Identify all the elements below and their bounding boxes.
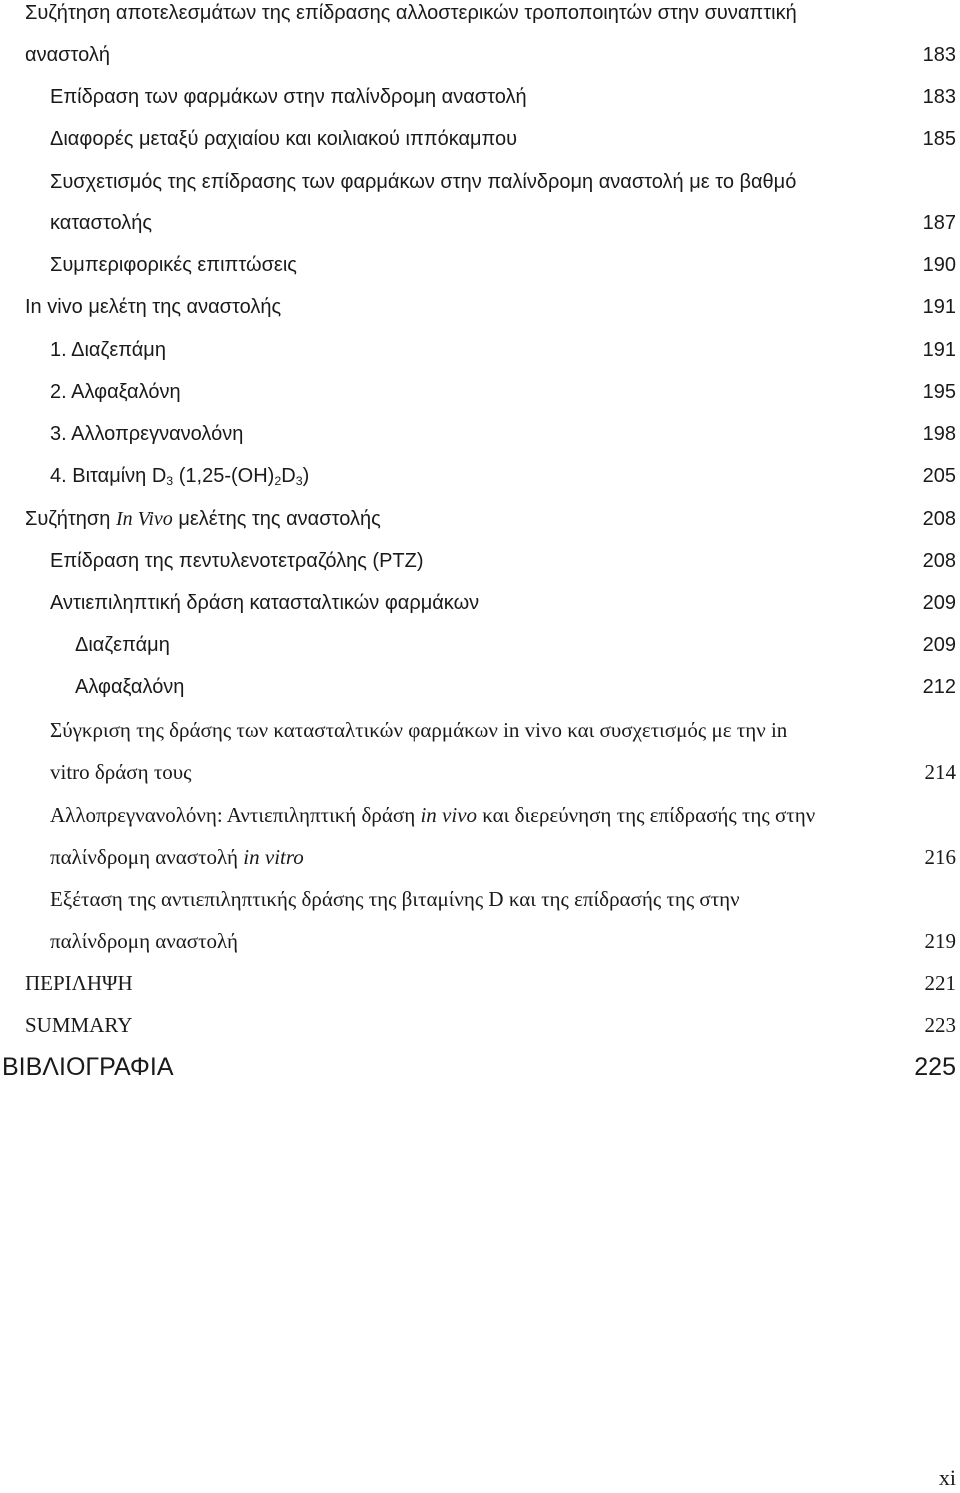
toc-entry-title: Αλλοπρεγνανολόνη: Αντιεπιληπτική δράση in vivo και διερεύνηση της επίδρασής της στην <box>50 803 816 827</box>
toc-entry-title-continued: vitro δράση τους <box>50 760 192 784</box>
toc-entry-title: Συμπεριφορικές επιπτώσεις <box>50 254 297 276</box>
toc-page-number: 198 <box>922 423 956 445</box>
toc-page-number: 209 <box>922 592 956 614</box>
toc-entry-title: Συζήτηση αποτελεσμάτων της επίδρασης αλλοστερικών τροποποιητών στην συναπτική <box>25 2 797 24</box>
toc-entry-title: Επίδραση της πεντυλενοτετραζόλης (PTZ) <box>50 550 424 572</box>
toc-entry-title: Αντιεπιληπτική δράση κατασταλτικών φαρμάκων <box>50 592 480 614</box>
toc-page-number: 185 <box>922 128 956 150</box>
toc-entry-title-continued: αναστολή <box>25 44 110 66</box>
toc-entry-leader-line <box>75 634 956 657</box>
toc-entry-leader-line <box>50 423 956 446</box>
toc-entry-leader-line <box>25 1013 956 1038</box>
toc-entry-title-continued: καταστολής <box>50 212 152 234</box>
toc-entry-title: Αλφαξαλόνη <box>75 676 185 698</box>
toc-page-number: 205 <box>922 465 956 487</box>
toc-page-number: 187 <box>922 212 956 234</box>
toc-entry-leader-line <box>50 929 956 954</box>
toc-page-number: 223 <box>924 1013 956 1037</box>
toc-entry-leader-line <box>50 381 956 404</box>
toc-entry-leader-line <box>50 212 956 235</box>
toc-entry-title: Εξέταση της αντιεπιληπτικής δράσης της βιταμίνης D και της επίδρασής της στην <box>50 887 740 911</box>
toc-page-number: 183 <box>922 44 956 66</box>
toc-page-number: 208 <box>922 550 956 572</box>
toc-entry-leader-line <box>50 845 956 870</box>
toc-entry-leader-line <box>25 508 956 531</box>
toc-entry-title: SUMMARY <box>25 1013 133 1037</box>
toc-page-number: 183 <box>922 86 956 108</box>
toc-entry-leader-line <box>75 676 956 699</box>
toc-entry-title: 3. Αλλοπρεγνανολόνη <box>50 423 244 445</box>
toc-page-number: 212 <box>922 676 956 698</box>
toc-entry-title: 2. Αλφαξαλόνη <box>50 381 181 403</box>
toc-page-number: 191 <box>922 296 956 318</box>
toc-entry-leader-line <box>50 254 956 277</box>
toc-entry-title: ΒΙΒΛΙΟΓΡΑΦΙΑ <box>2 1053 174 1081</box>
toc-entry-leader-line <box>50 339 956 362</box>
page-number: xi <box>938 1465 956 1490</box>
toc-entry-leader-line <box>25 296 956 319</box>
toc-entry-title: 1. Διαζεπάμη <box>50 339 166 361</box>
toc-entry-leader-line <box>50 760 956 785</box>
toc-page-number: 195 <box>922 381 956 403</box>
toc-entry-title: Διαζεπάμη <box>75 634 170 656</box>
toc-page-number: 191 <box>922 339 956 361</box>
toc-page-number: 214 <box>924 760 956 784</box>
toc-entry-title: 4. Βιταμίνη $D_3$ $(1,25-(OH)_2D_3)$ <box>50 465 310 489</box>
toc-entry-leader-line <box>50 592 956 615</box>
toc-entry-text-line <box>50 718 912 743</box>
toc-entry-text-line <box>50 171 956 194</box>
toc-page-number: 208 <box>922 508 956 530</box>
toc-entry-text-line <box>50 803 946 828</box>
toc-entry-title-continued: παλίνδρομη αναστολή <box>50 929 239 953</box>
toc-entry-title-continued: παλίνδρομη αναστολή in vitro <box>50 845 304 869</box>
toc-entry-leader-line <box>50 465 956 488</box>
toc-entry-leader-line <box>50 128 956 151</box>
toc-page-number: 219 <box>924 929 956 953</box>
toc-entry-title: Διαφορές μεταξύ ραχιαίου και κοιλιακού ιππόκαμπου <box>50 128 518 150</box>
toc-entry-title: Σύγκριση της δράσης των κατασταλτικών φαρμάκων in vivo και συσχετισμός με την in <box>50 718 788 742</box>
toc-entry-text-line <box>25 2 948 25</box>
toc-entry-text-line <box>50 887 860 912</box>
toc-entry-leader-line <box>25 971 956 996</box>
toc-page-number: 225 <box>914 1053 956 1081</box>
toc-entry-title: In vivo μελέτη της αναστολής <box>25 296 282 318</box>
toc-entry-title: Συσχετισμός της επίδρασης των φαρμάκων στην παλίνδρομη αναστολή με το βαθμό <box>50 171 797 193</box>
toc-page-number: 209 <box>922 634 956 656</box>
toc-entry-title: Επίδραση των φαρμάκων στην παλίνδρομη αναστολή <box>50 86 527 108</box>
toc-entry-leader-line <box>2 1053 956 1082</box>
toc-page-number: 216 <box>924 845 956 869</box>
toc-page-number: 221 <box>924 971 956 995</box>
toc-page-number: 190 <box>922 254 956 276</box>
toc-entry-leader-line <box>50 550 956 573</box>
toc-entry-title: Συζήτηση In Vivo μελέτης της αναστολής <box>25 508 381 530</box>
toc-entry-leader-line <box>25 44 956 67</box>
toc-entry-title: ΠΕΡΙΛΗΨΗ <box>25 971 133 995</box>
toc-entry-leader-line <box>50 86 956 109</box>
